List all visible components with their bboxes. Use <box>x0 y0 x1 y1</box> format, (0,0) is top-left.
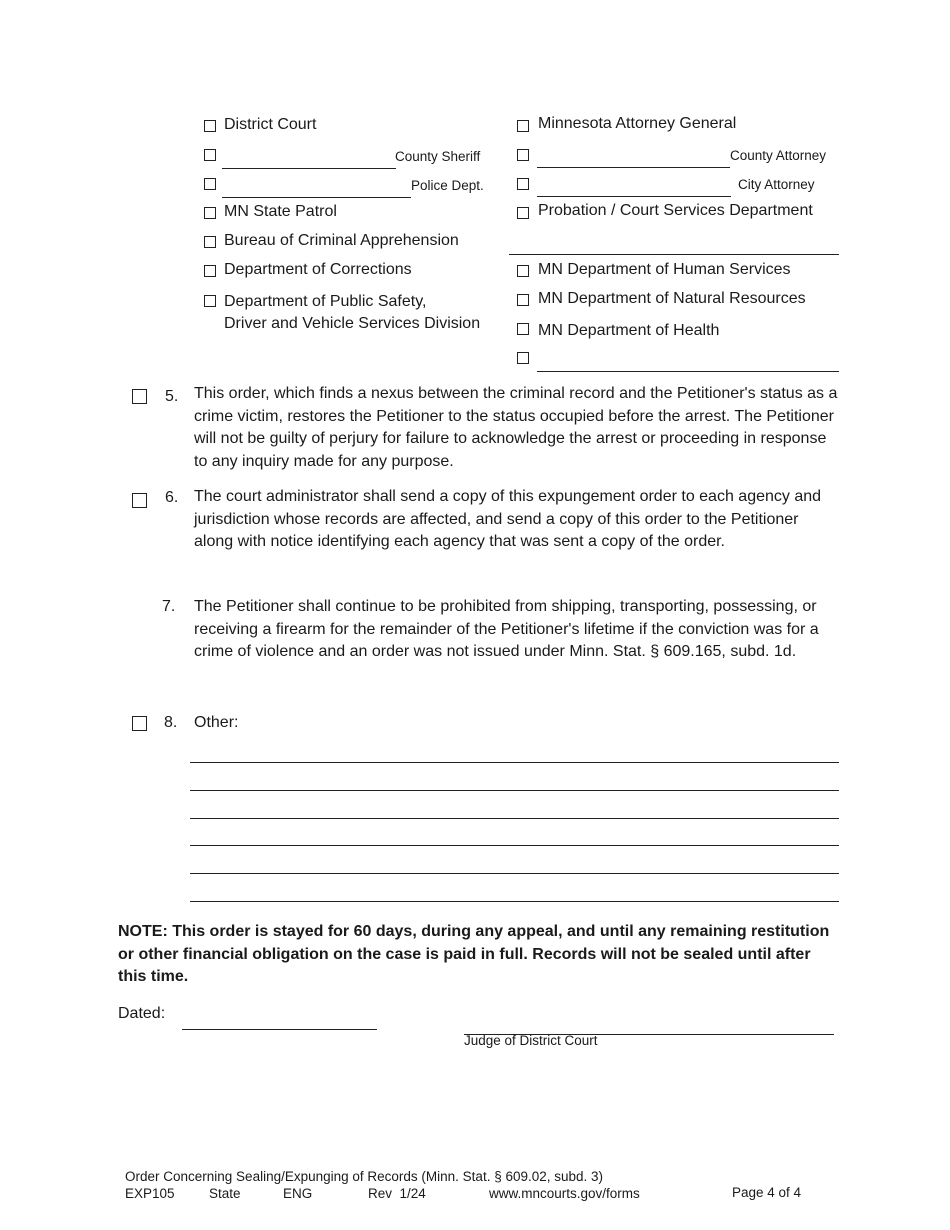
stay-note: NOTE: This order is stayed for 60 days, during any appeal, and until any remaining restitution or other financial obligation on the case is paid in full. Records will not be sealed until after this time. <box>118 923 830 985</box>
item6-number: 6. <box>165 489 179 506</box>
natural-resources-label: MN Department of Natural Resources <box>538 290 806 307</box>
other-line[interactable] <box>190 845 839 846</box>
probation-label: Probation / Court Services Department <box>538 202 813 219</box>
footer-page-number: Page 4 of 4 <box>732 1185 802 1200</box>
county-attorney-blank-line[interactable] <box>537 167 730 168</box>
attorney-general-label: Minnesota Attorney General <box>538 115 737 132</box>
corrections-checkbox[interactable] <box>204 265 216 277</box>
corrections-label: Department of Corrections <box>224 261 412 278</box>
item8-number: 8. <box>164 714 178 731</box>
item8-checkbox[interactable] <box>132 716 147 731</box>
natural-resources-checkbox[interactable] <box>517 294 529 306</box>
bca-checkbox[interactable] <box>204 236 216 248</box>
city-attorney-blank-line[interactable] <box>537 196 731 197</box>
attorney-general-checkbox[interactable] <box>517 120 529 132</box>
dps-label-line2: Driver and Vehicle Services Division <box>224 315 481 332</box>
city-attorney-label: City Attorney <box>738 177 815 192</box>
health-label: MN Department of Health <box>538 322 720 339</box>
item5-checkbox[interactable] <box>132 389 147 404</box>
footer-language: ENG <box>283 1186 313 1201</box>
item6-text: The court administrator shall send a copy of this expungement order to each agency and jurisdiction whose records are affected, and send a copy of this order to the Petitioner along with notice identifying each agency that was sent a copy of the order. <box>194 488 822 550</box>
footer-form-code: EXP105 <box>125 1186 175 1201</box>
item5-number: 5. <box>165 388 179 405</box>
police-dept-blank-line[interactable] <box>222 197 411 198</box>
probation-divider-line <box>509 254 839 255</box>
other-line[interactable] <box>190 790 839 791</box>
other-line[interactable] <box>190 901 839 902</box>
item6-checkbox[interactable] <box>132 493 147 508</box>
footer-revision: Rev 1/24 <box>368 1186 426 1201</box>
city-attorney-checkbox[interactable] <box>517 178 529 190</box>
health-checkbox[interactable] <box>517 323 529 335</box>
state-patrol-label: MN State Patrol <box>224 203 337 220</box>
dated-line[interactable] <box>182 1029 377 1030</box>
dps-checkbox[interactable] <box>204 295 216 307</box>
human-services-label: MN Department of Human Services <box>538 261 791 278</box>
county-attorney-label: County Attorney <box>730 148 827 163</box>
human-services-checkbox[interactable] <box>517 265 529 277</box>
footer-title: Order Concerning Sealing/Expunging of Records (Minn. Stat. § 609.02, subd. 3) <box>125 1169 604 1184</box>
dated-label: Dated: <box>118 1005 166 1022</box>
other-line[interactable] <box>190 762 839 763</box>
county-sheriff-checkbox[interactable] <box>204 149 216 161</box>
other-line[interactable] <box>190 818 839 819</box>
district-court-checkbox[interactable] <box>204 120 216 132</box>
dps-label-line1: Department of Public Safety, <box>224 293 427 310</box>
item5-text: This order, which finds a nexus between the criminal record and the Petitioner's status as a crime victim, restores the Petitioner to the status occupied before the arrest. The Petitioner will not be guilty of perjury for failure to acknowledge the arrest or proceeding in response to any inquiry made for any purpose. <box>194 385 838 470</box>
footer-jurisdiction: State <box>209 1186 241 1201</box>
item8-other-label: Other: <box>194 714 239 731</box>
judge-label: Judge of District Court <box>464 1033 598 1048</box>
item7-number: 7. <box>162 598 176 615</box>
police-dept-checkbox[interactable] <box>204 178 216 190</box>
bca-label: Bureau of Criminal Apprehension <box>224 232 459 249</box>
state-patrol-checkbox[interactable] <box>204 207 216 219</box>
district-court-label: District Court <box>224 116 317 133</box>
other-agency-checkbox[interactable] <box>517 352 529 364</box>
item7-text: The Petitioner shall continue to be prohibited from shipping, transporting, possessing, or receiving a firearm for the remainder of the Petitioner's lifetime if the conviction was for a crime of violence and an order was not issued under Minn. Stat. § 609.165, subd. 1d. <box>194 598 819 660</box>
other-agency-blank-line[interactable] <box>537 371 839 372</box>
footer-website[interactable]: www.mncourts.gov/forms <box>489 1186 640 1201</box>
probation-checkbox[interactable] <box>517 207 529 219</box>
county-sheriff-label: County Sheriff <box>395 149 481 164</box>
county-sheriff-blank-line[interactable] <box>222 168 396 169</box>
county-attorney-checkbox[interactable] <box>517 149 529 161</box>
police-dept-label: Police Dept. <box>411 178 484 193</box>
other-line[interactable] <box>190 873 839 874</box>
